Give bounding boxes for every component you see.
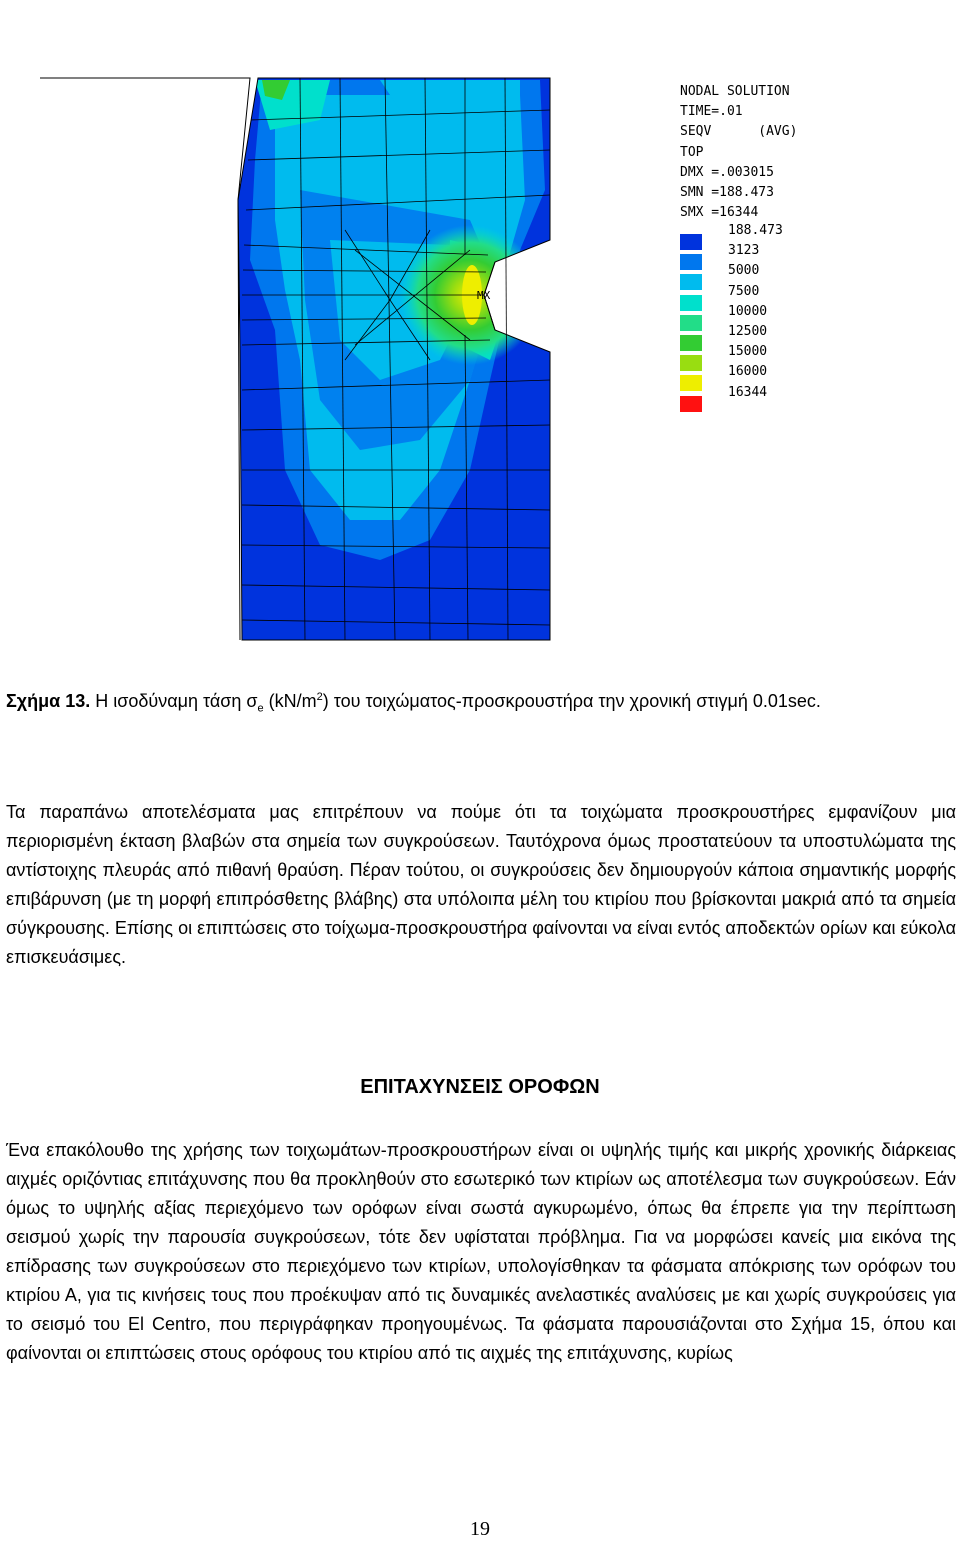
info-line: SMN =188.473 [680, 184, 774, 200]
caption-subscript: e [257, 702, 264, 715]
legend-value: 188.473 [728, 223, 783, 238]
caption-unit: (kN/m [263, 691, 317, 711]
legend-value: 3123 [728, 243, 760, 259]
page-number: 19 [470, 1518, 490, 1540]
body-paragraph-1: Τα παραπάνω αποτελέσματα μας επιτρέπουν να πούμε ότι τα τοιχώματα προσκρουστήρες εμφανίζουν μια περιορισμένη έκταση βλαβών στα σημεία των συγκρούσεων. Ταυτόχρονα όμως προστατεύουν τα υποστυλώματα της αντίστοιχης πλευράς από πιθανή θραύση. Πέραν τούτου, οι συγκρούσεις δεν δημιουργούν κάποια σημαντικής μορφής επιβάρυνση (με τη μορφή επιπρόσθετης βλάβης) στα υπόλοιπα μέλη του κτιρίου που βρίσκονται μακριά από τα σημεία σύγκρουσης. Επίσης οι επιπτώσεις στο τοίχωμα-προσκρουστήρα φαίνονται να είναι εντός αποδεκτών ορίων και εύκολα επισκευάσιμες. [6, 802, 956, 967]
legend-swatch [680, 396, 702, 412]
legend-swatch [680, 295, 702, 311]
legend-value: 5000 [728, 263, 760, 279]
legend-value: 7500 [728, 283, 760, 299]
info-line: DMX =.003015 [680, 164, 774, 180]
info-line: SMX =16344 [680, 205, 759, 221]
legend-value: 16344 [728, 384, 768, 400]
info-line: TOP [680, 144, 704, 160]
legend-swatch [680, 274, 702, 290]
info-line: TIME=.01 [680, 104, 743, 120]
body-paragraph-2: Ένα επακόλουθο της χρήσης των τοιχωμάτων-προσκρουστήρων είναι οι υψηλής τιμής και μικρής χρονικής διάρκειας αιχμές οριζόντιας επιτάχυνσης που θα προκληθούν στο εσωτερικό των κτιρίων ως αποτέλεσμα των συγκρούσεων. Εάν όμως το υψηλής αξίας περιεχόμενο των ορόφων είναι σωστά αγκυρωμένο, όπως θα έπρεπε για την περίπτωση σεισμού χωρίς την παρουσία συγκρούσεων, τότε δεν υφίσταται πρόβλημα. Για να μορφώσει κανείς μια εικόνα της επίδρασης των συγκρούσεων στο περιεχόμενο των κτιρίων, υπολογίσθηκαν τα φάσματα απόκρισης των ορόφων του κτιρίου Α, για τις κινήσεις τους που προέκυψαν από τις δυναμικές ανελαστικές αναλύσεις με και χωρίς συγκρούσεις για το σεισμό του El Centro, που περιγράφηκαν προηγουμένως. Τα φάσματα παρουσιάζονται στο Σχήμα 15, όπου και φαίνονται οι επιπτώσεις στους ορόφους του κτιρίου από τις αιχμές της επιτάχυνσης, κυρίως [6, 1140, 956, 1363]
caption-text-end: ) του τοιχώματος-προσκρουστήρα την χρονική στιγμή 0.01sec. [322, 691, 821, 711]
info-line: SEQV (AVG) [680, 124, 798, 140]
fem-mesh-plot [0, 0, 960, 660]
legend-swatch [680, 254, 702, 270]
stress-contour-figure [0, 0, 960, 660]
figure-caption [6, 684, 946, 723]
legend-value: 10000 [728, 303, 768, 319]
legend-swatch [680, 234, 702, 250]
legend-swatch [680, 315, 702, 331]
solution-info [680, 82, 797, 223]
legend-swatch [680, 335, 702, 351]
max-marker-label: MX [477, 289, 491, 302]
legend-swatch [680, 375, 702, 391]
legend-value: 15000 [728, 344, 768, 360]
section-heading: ΕΠΙΤΑΧΥΝΣΕΙΣ ΟΡΟΦΩΝ [360, 1076, 600, 1098]
caption-text: Η ισοδύναμη τάση σ [90, 691, 258, 711]
caption-superscript: 2 [316, 691, 323, 703]
legend-value: 12500 [728, 323, 768, 339]
legend-value: 16000 [728, 364, 768, 380]
legend-swatch [680, 355, 702, 371]
caption-label: Σχήμα 13. [6, 691, 91, 711]
info-line: NODAL SOLUTION [680, 84, 790, 99]
